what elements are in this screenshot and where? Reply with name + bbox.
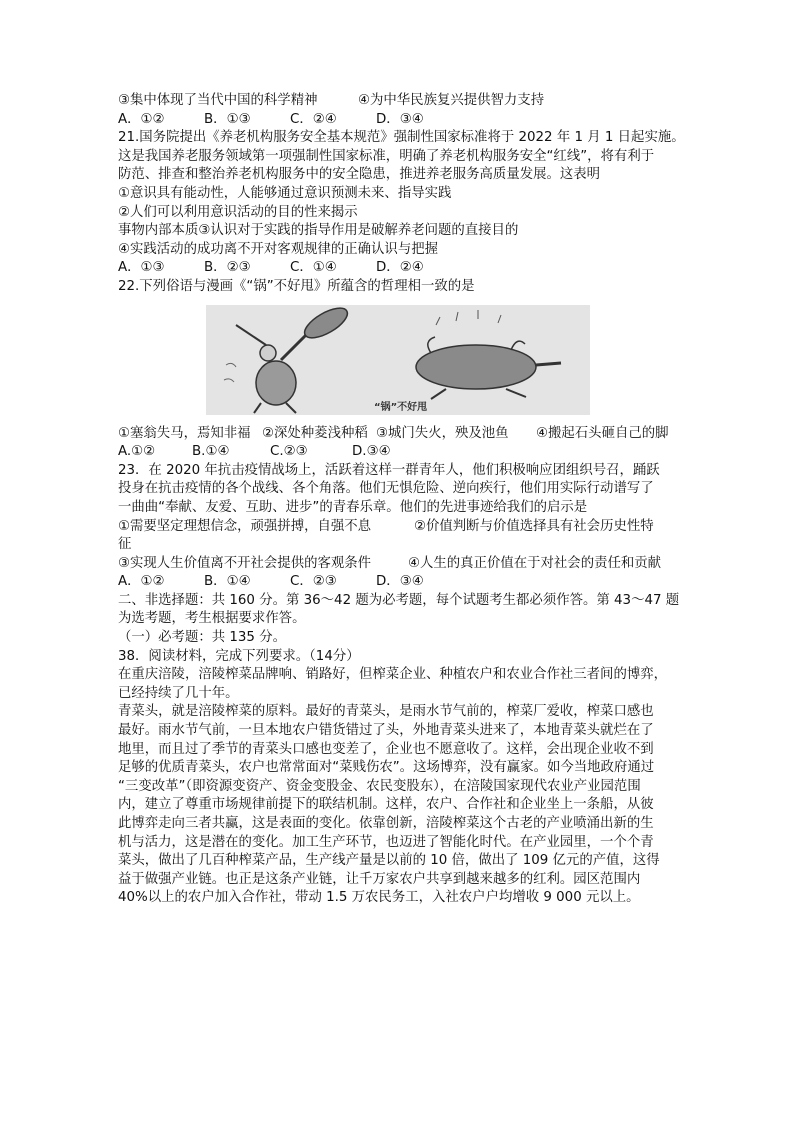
q20-answers [118, 111, 688, 130]
q38-paragraph-line: 内，建立了尊重市场规律前提下的联结机制。这样，农户、合作社和企业坐上一条船，从彼 [118, 797, 654, 813]
q22-option: ①塞翁失马，焉知非福 [118, 425, 251, 441]
answer-choice: C.②③ [270, 444, 308, 460]
q22-answers [118, 443, 688, 462]
q21-option: ②人们可以利用意识活动的目的性来揭示 [118, 204, 358, 220]
section-heading: 二、非选择题：共 160 分。第 36～42 题为必考题，每个试题考生都必须作答。第 43～47 题 [118, 592, 680, 608]
q23-option: ②价值判断与价值选择具有社会历史性特 [414, 518, 654, 534]
q20-option-3: ③集中体现了当代中国的科学精神 [118, 93, 318, 108]
answer-choice: A．①② [118, 574, 165, 590]
q21-stem-line: 这是我国养老服务领域第一项强制性国家标准，明确了养老机构服务安全“红线”，将有利于 [118, 148, 655, 164]
q20-option-4: ④为中华民族复兴提供智力支持 [358, 93, 545, 108]
q23-options-row-1 [118, 518, 688, 537]
answer-choice: A.①② [118, 444, 156, 460]
answer-choice: A．①② [118, 111, 165, 127]
q38-paragraph-line: “三变改革”（即资源变资产、资金变股金、农民变股东），在涪陵国家现代农业产业园范围 [118, 778, 641, 794]
q23-option-continued: 征 [118, 537, 132, 553]
answer-choice: D．②④ [376, 260, 424, 276]
answer-choice: B．①④ [204, 574, 251, 590]
q21-answers [118, 259, 688, 278]
q23-option: ③实现人生价值离不开社会提供的客观条件 [118, 555, 372, 571]
q22-stem: 22.下列俗语与漫画《“锅”不好甩》所蕴含的哲理相一致的是 [118, 278, 475, 294]
q22-options-row [118, 425, 688, 444]
answer-choice: B.①④ [192, 444, 230, 460]
answer-choice: C．①④ [290, 260, 337, 276]
q38-paragraph-line: 最好。雨水节气前，一旦本地农户错货错过了头，外地青菜头进来了，本地青菜头就烂在了 [118, 723, 654, 739]
q38-paragraph-line: 40%以上的农户加入合作社，带动 1.5 万农民务工，入社农户户均增收 9 000 元以上。 [118, 890, 640, 906]
q38-title: 38．阅读材料，完成下列要求。（14分） [118, 648, 360, 664]
q38-paragraph-line: 此博弈走向三者共赢，这是表面的变化。依靠创新，涪陵榨菜这个古老的产业喷涌出新的生 [118, 816, 654, 831]
q21-stem-line: 21.国务院提出《养老机构服务安全基本规范》强制性国家标准将于 2022 年 1 月 1 日起实施。 [118, 130, 685, 146]
q23-options-row-2 [118, 555, 688, 574]
cartoon-caption: “锅”不好甩 [374, 401, 428, 413]
q23-stem-line: 23．在 2020 年抗击疫情战场上，活跃着这样一群青年人，他们积极响应团组织号召，踊跃 [118, 462, 660, 478]
q21-stem-line: 防范、排查和整治养老机构服务中的安全隐患，推进养老服务高质量发展。这表明 [118, 167, 601, 183]
q38-paragraph-line: 在重庆涪陵，涪陵榨菜品牌响、销路好，但榨菜企业、种植农户和农业合作社三者间的博弈， [118, 667, 668, 683]
q38-paragraph-line: 足够的优质青菜头，农户也常常面对“菜贱伤农”。这场博弈，没有赢家。如今当地政府通过 [118, 760, 655, 776]
q21-option: ④实践活动的成功离不开对客观规律的正确认识与把握 [118, 241, 438, 257]
exam-page [118, 92, 688, 908]
q23-option: ④人生的真正价值在于对社会的责任和贡献 [408, 555, 662, 571]
q23-stem-line: 一曲曲“奉献、友爱、互助、进步”的青春乐章。他们的先进事迹给我们的启示是 [118, 499, 588, 515]
q22-option: ④搬起石头砸自己的脚 [536, 425, 669, 441]
answer-choice: C．②③ [290, 574, 337, 590]
q38-paragraph-line: 菜头，做出了几百种榨菜产品，生产线产量是以前的 10 倍，做出了 109 亿元的产值，这得 [118, 853, 660, 869]
q21-option: 事物内部本质③认识对于实践的指导作用是破解养老问题的直接目的 [118, 223, 519, 239]
q22-option: ②深处种菱浅种稻 [262, 425, 368, 441]
answer-choice: B．①③ [204, 111, 251, 127]
q38-paragraph-line: 益于做强产业链。也正是这条产业链，让千万家农户共享到越来越多的红利。园区范围内 [118, 871, 641, 887]
q38-paragraph-line: 青菜头，就是涪陵榨菜的原料。最好的青菜头，是雨水节气前的，榨菜厂爱收，榨菜口感也 [118, 704, 654, 720]
q23-stem-line: 投身在抗击疫情的各个战线、各个角落。他们无惧危险、逆向疾行，他们用实际行动谱写了 [118, 481, 654, 497]
q23-answers [118, 573, 688, 592]
q21-option: ①意识具有能动性，人能够通过意识预测未来、指导实践 [118, 185, 452, 201]
answer-choice: C．②④ [290, 111, 337, 127]
section-subheading: （一）必考题：共 135 分。 [118, 630, 286, 646]
cartoon-image [206, 305, 590, 415]
q38-paragraph-line: 已经持续了几十年。 [118, 685, 239, 701]
answer-choice: B．②③ [204, 260, 251, 276]
answer-choice: D．③④ [376, 111, 424, 127]
section-heading: 为选考题，考生根据要求作答。 [118, 611, 306, 627]
q20-options-row [118, 92, 688, 111]
answer-choice: D.③④ [352, 444, 391, 460]
q38-paragraph-line: 地里，而且过了季节的青菜头口感也变差了，企业也不愿意收了。这样，会出现企业收不到 [118, 741, 654, 757]
q23-option: ①需要坚定理想信念，顽强拼搏，自强不息 [118, 518, 372, 534]
q38-paragraph-line: 机与活力，这是潜在的变化。加工生产环节，也迈进了智能化时代。在产业园里，一个个青 [118, 834, 654, 850]
answer-choice: D．③④ [376, 574, 424, 590]
q22-option: ③城门失火，殃及池鱼 [376, 425, 509, 441]
answer-choice: A．①③ [118, 260, 165, 276]
